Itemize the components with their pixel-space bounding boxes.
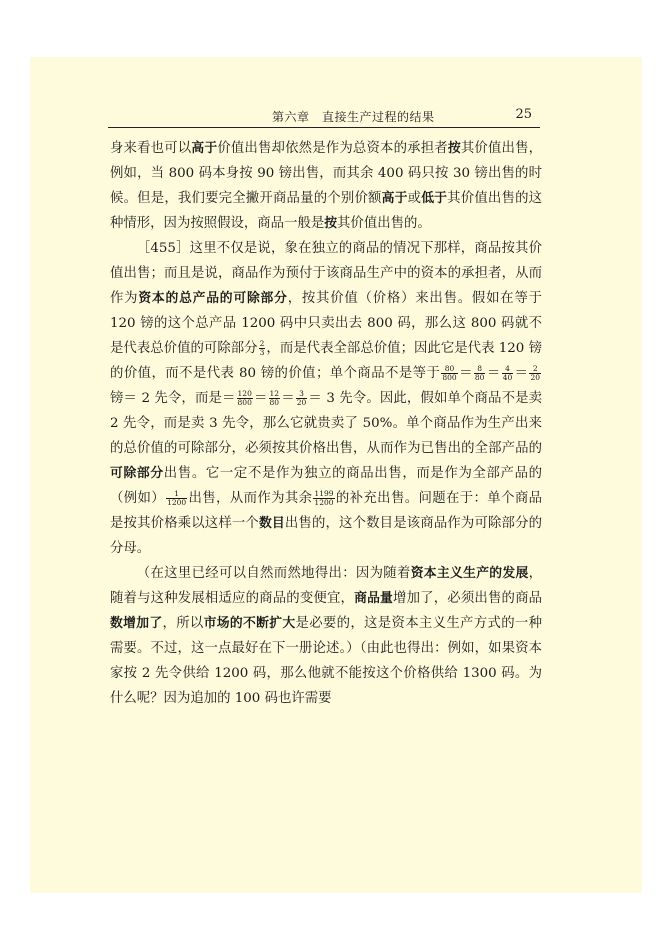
emphasis: 资本主义生产的发展: [410, 566, 529, 581]
text-run: 增加了，必须出售的商品: [393, 591, 543, 606]
fraction: [237, 390, 253, 407]
text-run: 2 先令，而是: [137, 391, 222, 406]
denominator: 20: [530, 373, 541, 382]
equals-sign: ＝: [458, 366, 473, 381]
numerator: 8: [474, 365, 486, 374]
paragraph-3: [110, 561, 542, 711]
emphasis: 数目: [258, 516, 285, 531]
text-run: ，而是代表全部总价值；因此它是代表 120 镑的价值，而不是代表 80 镑的价值；单个商品不是等于: [110, 341, 543, 381]
denominator: 40: [502, 373, 513, 382]
emphasis: 按: [447, 141, 461, 156]
text-run: 其价值出售，例如，当 800 码本身按 90 镑出售，而其余 400 码只按 30 镑出售的时候。但是，我们要完全撇开商品量的个别价额: [110, 141, 543, 206]
denominator: 80: [474, 373, 485, 382]
fraction: [269, 390, 281, 407]
chapter-title: 第六章 直接生产过程的结果: [272, 110, 435, 124]
equals-sign: ＝: [486, 366, 501, 381]
text-run: （在这里已经可以自然而然地得出：因为随着: [136, 566, 411, 581]
equals-sign: ＝: [253, 391, 268, 406]
text-run: 出售的，这个数目是该商品作为可除部分的分母。: [110, 516, 543, 556]
denominator: 3: [259, 348, 265, 357]
numerator: 3: [296, 390, 308, 399]
text-run: ［455］这里不仅是说，象在独立的商品的情况下那样，商品按其价值出售；而且是说，商品作为预付于该商品生产中的资本的承担者，从而作为: [110, 241, 542, 306]
text-run: ，所以: [162, 616, 204, 631]
paragraph-2: [110, 236, 542, 561]
main-text: [110, 136, 542, 711]
paragraph-1: [110, 136, 542, 236]
emphasis: 市场的不断扩大: [203, 616, 296, 631]
text-run: 是必要的，这是资本主义生产方式的一种需要。不过，这一点最好在下一册论述。）（由此也得出：例如，如果资本家按 2 先令供给 1200 码，那么他就不能按这个价格供给 1300 码。为什么呢？因为追加的 100 码也许需要: [110, 616, 543, 706]
emphasis: 高于: [381, 191, 408, 206]
denominator: 1200: [314, 498, 334, 507]
denominator: 20: [296, 398, 307, 407]
text-run: ，随着与这种发展相适应的商品的变便宜，: [110, 566, 543, 606]
numerator: 120: [237, 389, 252, 398]
emphasis: 高于: [191, 141, 218, 156]
numerator: 80: [441, 365, 457, 374]
equals-sign: ＝: [514, 366, 529, 381]
numerator: 12: [269, 389, 280, 398]
emphasis: 资本的总产品的可除部分: [138, 291, 288, 306]
numerator: 4: [502, 365, 514, 374]
text-run: 价值出售却依然是作为总资本的承担者: [217, 141, 448, 156]
numerator: 2: [259, 339, 265, 348]
text-run: ，按其价值（价格）来出售。假如在等于 120 镑的这个总产品 1200 码中只卖出去 800 码，那么这 800 码就不是代表总价值的可除部分: [110, 291, 543, 356]
fraction: [296, 390, 308, 407]
text-run: 其价值出售的这种情形，因为按照假设，商品一般是: [110, 191, 543, 231]
text-run: 镑: [110, 391, 124, 406]
emphasis: 按: [324, 216, 338, 231]
fraction: [529, 365, 541, 382]
text-run: 其价值出售的。: [337, 216, 431, 231]
numerator: 1199: [314, 489, 334, 498]
text-run: 身来看也可以: [110, 141, 192, 156]
fraction: [259, 340, 266, 357]
denominator: 1200: [167, 498, 187, 507]
equals-sign: ＝: [308, 391, 322, 406]
text-run: 出售，从而作为其余: [188, 491, 313, 506]
equals-sign: ＝: [123, 391, 138, 406]
text-run: 的补充出售。问题在于：单个商品是按其价格乘以这样一个: [110, 491, 542, 531]
fraction: [166, 490, 187, 507]
text-run: 或: [407, 191, 422, 206]
denominator: 80: [269, 398, 280, 407]
equals-sign: ＝: [222, 391, 236, 406]
equals-sign: ＝: [281, 391, 295, 406]
numerator: 2: [529, 365, 541, 374]
emphasis: 低于: [421, 191, 448, 206]
denominator: 800: [442, 373, 457, 382]
running-header: [108, 103, 540, 128]
fraction: [502, 365, 514, 382]
fraction: [441, 365, 457, 382]
emphasis: 数增加了: [110, 616, 163, 631]
denominator: 800: [237, 398, 252, 407]
fraction: [474, 365, 486, 382]
fraction: [313, 490, 334, 507]
page-number: 25: [515, 107, 532, 122]
emphasis: 商品量: [354, 591, 394, 606]
numerator: 1: [166, 490, 187, 499]
text-run: 3 先令。因此，假如单个商品不是卖 2 先令，而是卖 3 先令，那么它就贵卖了 50%。单个商品作为生产出来的总价值的可除部分，必须按其价格出售，从而作为已售出的全部产品的: [110, 391, 543, 456]
emphasis: 可除部分: [110, 466, 164, 481]
text-run: 出售。它一定不是作为独立的商品出售，而是作为全部产品的（例如）: [110, 466, 543, 506]
